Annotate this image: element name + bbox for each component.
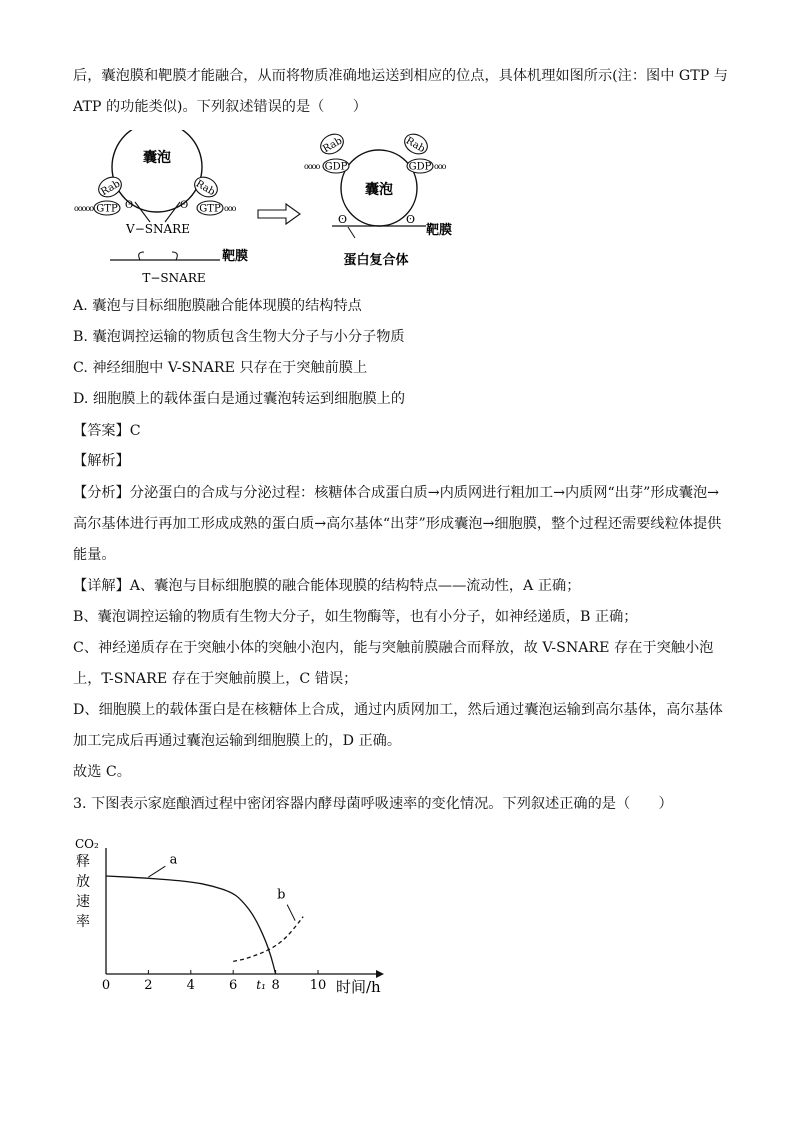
target-membrane-left-label: 靶膜 xyxy=(222,249,249,264)
v-snare-hook-right: ʘ xyxy=(180,200,189,211)
series-line-b xyxy=(233,917,303,962)
x-tick-label: 6 xyxy=(229,978,238,993)
x-tick-label: 8 xyxy=(271,978,280,993)
v-snare-line-left xyxy=(135,202,150,222)
detail-d-line2: 加工完成后再通过囊泡运输到细胞膜上的，D 正确。 xyxy=(73,733,402,749)
chain-right-1: oooo xyxy=(304,162,320,171)
complex-left: ʘ xyxy=(338,213,348,226)
option-d: D. 细胞膜上的载体蛋白是通过囊泡转运到细胞膜上的 xyxy=(73,391,406,407)
process-arrow xyxy=(258,204,300,224)
t-snare-right xyxy=(172,252,177,260)
gtp-left-2-label: GTP xyxy=(199,203,221,215)
detail-c-line2: 上，T-SNARE 存在于突触前膜上，C 错误； xyxy=(73,671,358,687)
t-snare-label: T−SNARE xyxy=(142,271,206,285)
x-tick-label: 0 xyxy=(101,978,111,993)
option-c: C. 神经细胞中 V-SNARE 只存在于突触前膜上 xyxy=(73,360,368,376)
t-snare-left xyxy=(139,252,144,260)
option-b: B. 囊泡调控运输的物质包含生物大分子与小分子物质 xyxy=(73,329,405,345)
series-label-b: b xyxy=(277,887,286,903)
chain-left-1: ooooo xyxy=(74,204,94,213)
protein-complex-label: 蛋白复合体 xyxy=(343,253,409,268)
y-axis-label-char: 率 xyxy=(76,914,90,930)
series-line-a xyxy=(106,876,276,974)
analysis-p1-line2: 高尔基体进行再加工形成成熟的蛋白质→高尔基体“出芽”形成囊泡→细胞膜，整个过程还需要线粒体提供 xyxy=(73,516,722,532)
detail-d-line1: D、细胞膜上的载体蛋白是在核糖体上合成，通过内质网加工，然后通过囊泡运输到高尔基体，高尔基体 xyxy=(73,702,723,718)
rab-right-1-label: Rab xyxy=(321,135,345,156)
analysis-p1-line3: 能量。 xyxy=(73,547,116,563)
y-axis-top-label: CO₂ xyxy=(75,837,99,851)
snare-mechanism-figure xyxy=(70,130,470,290)
v-snare-label: V−SNARE xyxy=(126,222,190,236)
x-tick-label: 10 xyxy=(309,978,327,993)
v-snare-hook-left: ʘ xyxy=(125,200,134,211)
gdp-right-1-label: GDP xyxy=(324,161,348,173)
option-a: A. 囊泡与目标细胞膜融合能体现膜的结构特点 xyxy=(73,298,362,314)
analysis-label: 【解析】 xyxy=(73,453,130,469)
detail-c-line1: C、神经递质存在于突触小体的突触小泡内，能与突触前膜融合而释放，故 V-SNARE 存在于突触小泡 xyxy=(73,640,714,656)
t1-tick-label: t₁ xyxy=(256,978,266,992)
x-tick-label: 2 xyxy=(144,978,153,993)
v-snare-line-right xyxy=(165,202,180,222)
series-label-a: a xyxy=(169,852,178,868)
gdp-right-2-label: GDP xyxy=(408,161,432,173)
vesicle-right-label: 囊泡 xyxy=(365,182,393,198)
chain-right-2: ooo xyxy=(434,162,446,171)
answer-label: 【答案】C xyxy=(73,423,141,439)
series-leader-b xyxy=(287,905,295,921)
series-leader-a xyxy=(148,866,165,877)
chain-left-2: ooo xyxy=(224,204,236,213)
y-axis-label-char: 放 xyxy=(76,874,90,890)
y-axis-label xyxy=(76,854,90,930)
vesicle-left-label: 囊泡 xyxy=(143,150,171,166)
intro-line-2: ATP 的功能类似)。下列叙述错误的是（ ） xyxy=(73,99,367,115)
y-axis-label-char: 释 xyxy=(76,854,90,870)
rab-left-1-label: Rab xyxy=(99,178,123,199)
analysis-p1-line1: 【分析】分泌蛋白的合成与分泌过程：核糖体合成蛋白质→内质网进行粗加工→内质网“出芽”形成囊泡→ xyxy=(73,485,720,501)
x-axis-arrow xyxy=(376,970,384,978)
y-axis-label-char: 速 xyxy=(76,894,90,910)
x-axis-label: 时间/h xyxy=(336,978,381,996)
conclusion: 故选 C。 xyxy=(73,764,131,780)
detail-a: 【详解】A、囊泡与目标细胞膜的融合能体现膜的结构特点——流动性，A 正确； xyxy=(73,578,581,594)
x-tick-label: 4 xyxy=(186,978,195,993)
rab-left-2-label: Rab xyxy=(193,178,217,199)
target-membrane-right-label: 靶膜 xyxy=(426,223,453,238)
intro-line-1: 后，囊泡膜和靶膜才能融合，从而将物质准确地运送到相应的位点，具体机理如图所示(注：图中 GTP 与 xyxy=(73,68,728,84)
detail-b: B、囊泡调控运输的物质有生物大分子，如生物酶等，也有小分子，如神经递质，B 正确； xyxy=(73,609,638,625)
gtp-left-1-label: GTP xyxy=(96,203,118,215)
rab-right-2-label: Rab xyxy=(403,135,427,156)
complex-pointer xyxy=(348,227,355,238)
complex-right: ʘ xyxy=(406,213,416,226)
question-3-stem: 3. 下图表示家庭酿酒过程中密闭容器内酵母菌呼吸速率的变化情况。下列叙述正确的是（ ） xyxy=(73,796,673,812)
respiration-rate-chart xyxy=(70,834,400,1004)
